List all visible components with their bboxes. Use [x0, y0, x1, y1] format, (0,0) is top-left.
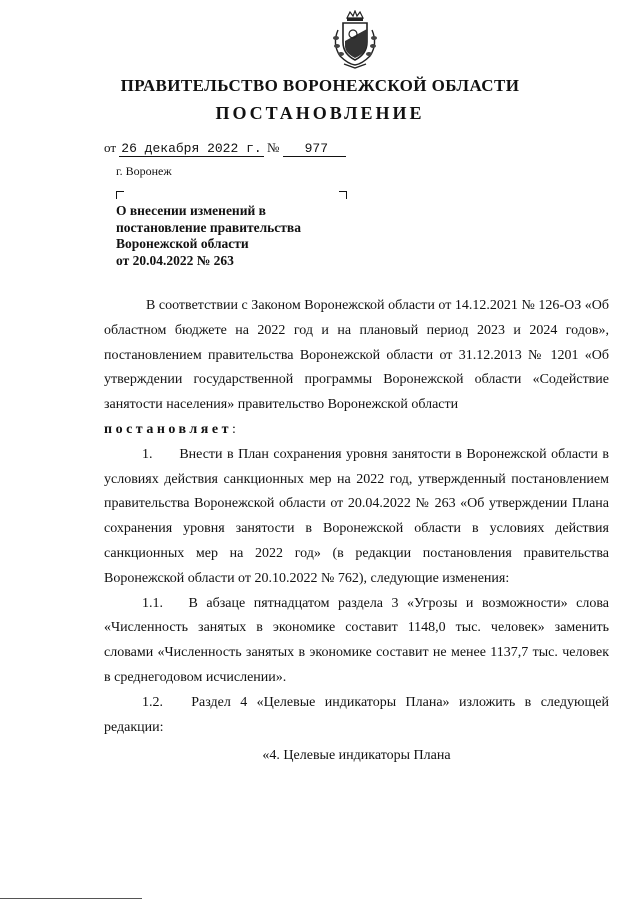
item-1-paragraph: 1. Внести в План сохранения уровня занятости в Воронежской области в условиях действия санкционных мер на 2022 год, утвержденный постановлением правительства Воронежской области от 20.04.2022 № 263 «Об утверждении Плана сохранения уровня занятости в Воронежской области в условиях действия санкционных мер на 2022 год» (в редакции постановления правительства Воронежской области от 20.10.2022 № 762), следующие изменения: — [104, 446, 609, 586]
document-type: ПОСТАНОВЛЕНИЕ — [215, 103, 425, 123]
subject-line: постановление правительства — [116, 219, 301, 235]
section-heading: «4. Целевые индикаторы Плана — [262, 748, 451, 764]
resolves-word: постановляет — [104, 421, 232, 437]
document-body — [104, 294, 609, 769]
preamble-paragraph: В соответствии с Законом Воронежской области от 14.12.2021 № 126-ОЗ «Об областном бюджете на 2022 год и на плановый период 2023 и 2024 годов», постановлением правительства Воронежской области от 31.12.2013 № 1201 «Об утверждении государственной программы Воронежской области «Содействие занятости населения» правительство Воронежской области — [104, 298, 609, 413]
page-bottom-rule — [0, 898, 142, 899]
city: г. Воронеж — [116, 164, 172, 178]
number-prefix: № — [266, 140, 280, 155]
resolves-colon: : — [231, 421, 236, 437]
organization-title: ПРАВИТЕЛЬСТВО ВОРОНЕЖСКОЙ ОБЛАСТИ — [120, 76, 520, 95]
subject-line: Воронежской области — [116, 236, 249, 251]
subject-bracket-right — [339, 191, 347, 199]
item-1-1-paragraph: 1.1. В абзаце пятнадцатом раздела 3 «Угрозы и возможности» слова «Численность занятых в экономике составит 1148,0 тыс. человек» заменить словами «Численность занятых в экономике составит не менее 1137,7 тыс. человек в среднегодовом исчислении». — [104, 595, 609, 685]
subject-bracket-left — [116, 191, 124, 199]
subject-line: О внесении изменений в — [116, 203, 266, 218]
coat-of-arms-icon — [326, 10, 384, 70]
date-prefix: от — [104, 140, 117, 155]
document-number: 977 — [283, 142, 346, 157]
resolves-line — [104, 418, 609, 443]
document-subject — [116, 203, 356, 269]
document-date: 26 декабря 2022 г. — [121, 141, 262, 156]
subject-line: от 20.04.2022 № 263 — [116, 252, 234, 268]
date-number-line — [104, 140, 346, 157]
item-1-2-paragraph: 1.2. Раздел 4 «Целевые индикаторы Плана» изложить в следующей редакции: — [104, 694, 609, 735]
